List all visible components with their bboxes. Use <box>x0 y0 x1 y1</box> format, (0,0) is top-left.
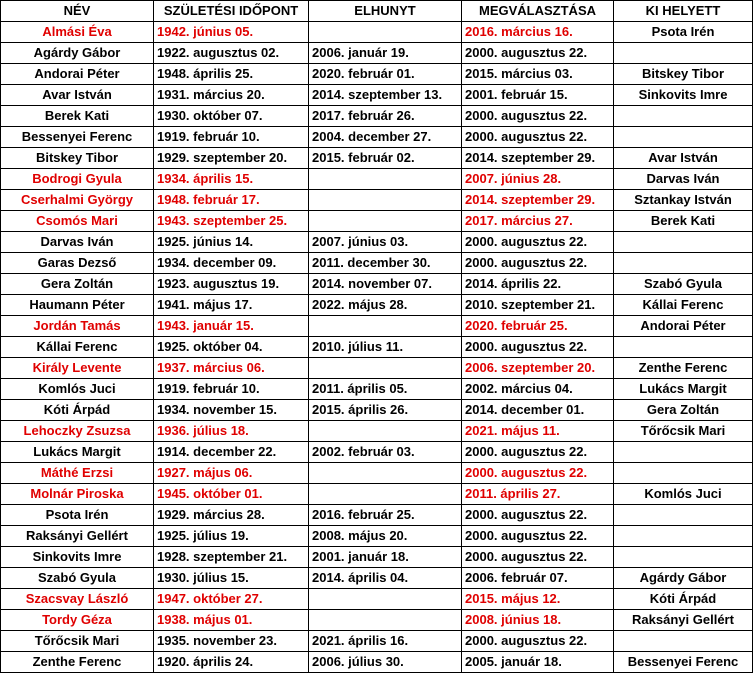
cell-elected[interactable]: 2002. március 04. <box>462 379 614 400</box>
cell-name[interactable]: Darvas Iván <box>1 232 154 253</box>
table-row <box>1 526 753 547</box>
cell-replaced[interactable]: Zenthe Ferenc <box>614 358 753 379</box>
cell-replaced[interactable]: Kóti Árpád <box>614 589 753 610</box>
table-row <box>1 232 753 253</box>
cell-replaced[interactable] <box>614 547 753 568</box>
cell-name[interactable]: Molnár Piroska <box>1 484 154 505</box>
cell-died[interactable] <box>309 169 462 190</box>
table-row <box>1 337 753 358</box>
cell-elected[interactable]: 2021. május 11. <box>462 421 614 442</box>
cell-born[interactable]: 1922. augusztus 02. <box>154 43 309 64</box>
cell-replaced[interactable]: Agárdy Gábor <box>614 568 753 589</box>
cell-died[interactable] <box>309 358 462 379</box>
cell-replaced[interactable] <box>614 127 753 148</box>
cell-born[interactable]: 1937. március 06. <box>154 358 309 379</box>
table-body <box>1 22 753 673</box>
cell-replaced[interactable] <box>614 43 753 64</box>
cell-died[interactable] <box>309 610 462 631</box>
cell-born[interactable]: 1934. november 15. <box>154 400 309 421</box>
cell-replaced[interactable]: Darvas Iván <box>614 169 753 190</box>
cell-elected[interactable]: 2005. január 18. <box>462 652 614 673</box>
cell-replaced[interactable]: Gera Zoltán <box>614 400 753 421</box>
cell-name[interactable]: Psota Irén <box>1 505 154 526</box>
cell-elected[interactable]: 2008. június 18. <box>462 610 614 631</box>
cell-elected[interactable]: 2000. augusztus 22. <box>462 337 614 358</box>
cell-born[interactable]: 1927. május 06. <box>154 463 309 484</box>
cell-born[interactable]: 1925. június 14. <box>154 232 309 253</box>
cell-name[interactable]: Avar István <box>1 85 154 106</box>
cell-born[interactable]: 1919. február 10. <box>154 379 309 400</box>
cell-died[interactable]: 2015. április 26. <box>309 400 462 421</box>
cell-elected[interactable]: 2020. február 25. <box>462 316 614 337</box>
table-row <box>1 631 753 652</box>
cell-replaced[interactable]: Szabó Gyula <box>614 274 753 295</box>
cell-died[interactable] <box>309 22 462 43</box>
table-row <box>1 358 753 379</box>
cell-name[interactable]: Szacsvay László <box>1 589 154 610</box>
cell-died[interactable]: 2014. április 04. <box>309 568 462 589</box>
cell-died[interactable]: 2021. április 16. <box>309 631 462 652</box>
cell-died[interactable]: 2008. május 20. <box>309 526 462 547</box>
cell-name[interactable]: Szabó Gyula <box>1 568 154 589</box>
cell-replaced[interactable]: Psota Irén <box>614 22 753 43</box>
table-row <box>1 295 753 316</box>
cell-elected[interactable]: 2000. augusztus 22. <box>462 442 614 463</box>
cell-elected[interactable]: 2000. augusztus 22. <box>462 631 614 652</box>
cell-name[interactable]: Haumann Péter <box>1 295 154 316</box>
cell-died[interactable]: 2006. január 19. <box>309 43 462 64</box>
cell-replaced[interactable] <box>614 337 753 358</box>
cell-replaced[interactable] <box>614 631 753 652</box>
cell-name[interactable]: Gera Zoltán <box>1 274 154 295</box>
cell-elected[interactable]: 2000. augusztus 22. <box>462 463 614 484</box>
cell-died[interactable] <box>309 421 462 442</box>
cell-died[interactable] <box>309 316 462 337</box>
cell-replaced[interactable]: Sztankay István <box>614 190 753 211</box>
cell-elected[interactable]: 2000. augusztus 22. <box>462 232 614 253</box>
cell-elected[interactable]: 2016. március 16. <box>462 22 614 43</box>
cell-replaced[interactable]: Kállai Ferenc <box>614 295 753 316</box>
cell-elected[interactable]: 2010. szeptember 21. <box>462 295 614 316</box>
table-row <box>1 463 753 484</box>
cell-born[interactable]: 1925. július 19. <box>154 526 309 547</box>
cell-born[interactable]: 1931. március 20. <box>154 85 309 106</box>
cell-died[interactable]: 2011. április 05. <box>309 379 462 400</box>
cell-born[interactable]: 1934. december 09. <box>154 253 309 274</box>
cell-elected[interactable]: 2000. augusztus 22. <box>462 127 614 148</box>
table-row <box>1 22 753 43</box>
cell-replaced[interactable]: Tőrőcsik Mari <box>614 421 753 442</box>
cell-born[interactable]: 1923. augusztus 19. <box>154 274 309 295</box>
header-replaced[interactable]: KI HELYETT <box>614 1 753 22</box>
cell-born[interactable]: 1948. április 25. <box>154 64 309 85</box>
cell-born[interactable]: 1943. szeptember 25. <box>154 211 309 232</box>
cell-born[interactable]: 1925. október 04. <box>154 337 309 358</box>
cell-born[interactable]: 1934. április 15. <box>154 169 309 190</box>
cell-name[interactable]: Bessenyei Ferenc <box>1 127 154 148</box>
cell-died[interactable]: 2014. november 07. <box>309 274 462 295</box>
cell-replaced[interactable] <box>614 505 753 526</box>
table-row <box>1 85 753 106</box>
cell-born[interactable]: 1936. július 18. <box>154 421 309 442</box>
cell-name[interactable]: Kállai Ferenc <box>1 337 154 358</box>
cell-died[interactable]: 2007. június 03. <box>309 232 462 253</box>
cell-died[interactable]: 2015. február 02. <box>309 148 462 169</box>
table-row <box>1 379 753 400</box>
cell-replaced[interactable]: Komlós Juci <box>614 484 753 505</box>
cell-replaced[interactable]: Avar István <box>614 148 753 169</box>
table-row <box>1 652 753 673</box>
cell-died[interactable]: 2002. február 03. <box>309 442 462 463</box>
cell-name[interactable]: Csomós Mari <box>1 211 154 232</box>
cell-replaced[interactable] <box>614 526 753 547</box>
table-row <box>1 127 753 148</box>
header-elected[interactable]: MEGVÁLASZTÁSA <box>462 1 614 22</box>
table-row <box>1 106 753 127</box>
cell-name[interactable]: Andorai Péter <box>1 64 154 85</box>
cell-replaced[interactable]: Andorai Péter <box>614 316 753 337</box>
cell-died[interactable] <box>309 211 462 232</box>
table-row <box>1 253 753 274</box>
cell-replaced[interactable]: Raksányi Gellért <box>614 610 753 631</box>
cell-died[interactable]: 2010. július 11. <box>309 337 462 358</box>
cell-died[interactable]: 2004. december 27. <box>309 127 462 148</box>
cell-born[interactable]: 1929. március 28. <box>154 505 309 526</box>
cell-replaced[interactable]: Sinkovits Imre <box>614 85 753 106</box>
table-row <box>1 547 753 568</box>
cell-died[interactable]: 2017. február 26. <box>309 106 462 127</box>
cell-elected[interactable]: 2000. augusztus 22. <box>462 253 614 274</box>
cell-replaced[interactable]: Berek Kati <box>614 211 753 232</box>
cell-elected[interactable]: 2000. augusztus 22. <box>462 505 614 526</box>
cell-replaced[interactable]: Bitskey Tibor <box>614 64 753 85</box>
cell-name[interactable]: Lehoczky Zsuzsa <box>1 421 154 442</box>
cell-elected[interactable]: 2000. augusztus 22. <box>462 526 614 547</box>
cell-name[interactable]: Berek Kati <box>1 106 154 127</box>
cell-elected[interactable]: 2015. március 03. <box>462 64 614 85</box>
cell-elected[interactable]: 2015. május 12. <box>462 589 614 610</box>
cell-elected[interactable]: 2017. március 27. <box>462 211 614 232</box>
cell-died[interactable] <box>309 190 462 211</box>
cell-born[interactable]: 1929. szeptember 20. <box>154 148 309 169</box>
cell-born[interactable]: 1914. december 22. <box>154 442 309 463</box>
cell-replaced[interactable] <box>614 253 753 274</box>
cell-elected[interactable]: 2001. február 15. <box>462 85 614 106</box>
table-row <box>1 316 753 337</box>
table-row <box>1 190 753 211</box>
cell-name[interactable]: Bodrogi Gyula <box>1 169 154 190</box>
cell-replaced[interactable] <box>614 463 753 484</box>
cell-name[interactable]: Jordán Tamás <box>1 316 154 337</box>
header-born[interactable]: SZÜLETÉSI IDŐPONT <box>154 1 309 22</box>
cell-replaced[interactable] <box>614 442 753 463</box>
cell-elected[interactable]: 2000. augusztus 22. <box>462 547 614 568</box>
cell-born[interactable]: 1935. november 23. <box>154 631 309 652</box>
cell-born[interactable]: 1928. szeptember 21. <box>154 547 309 568</box>
table-row <box>1 421 753 442</box>
cell-name[interactable]: Tordy Géza <box>1 610 154 631</box>
cell-elected[interactable]: 2014. szeptember 29. <box>462 148 614 169</box>
cell-born[interactable]: 1948. február 17. <box>154 190 309 211</box>
cell-died[interactable]: 2016. február 25. <box>309 505 462 526</box>
cell-born[interactable]: 1945. október 01. <box>154 484 309 505</box>
cell-died[interactable]: 2006. július 30. <box>309 652 462 673</box>
cell-name[interactable]: Garas Dezső <box>1 253 154 274</box>
cell-elected[interactable]: 2014. december 01. <box>462 400 614 421</box>
cell-name[interactable]: Király Levente <box>1 358 154 379</box>
cell-elected[interactable]: 2000. augusztus 22. <box>462 43 614 64</box>
cell-elected[interactable]: 2014. április 22. <box>462 274 614 295</box>
cell-died[interactable]: 2022. május 28. <box>309 295 462 316</box>
cell-elected[interactable]: 2007. június 28. <box>462 169 614 190</box>
header-row <box>1 1 753 22</box>
cell-replaced[interactable]: Lukács Margit <box>614 379 753 400</box>
cell-name[interactable]: Tőrőcsik Mari <box>1 631 154 652</box>
cell-elected[interactable]: 2006. szeptember 20. <box>462 358 614 379</box>
cell-name[interactable]: Lukács Margit <box>1 442 154 463</box>
cell-born[interactable]: 1947. október 27. <box>154 589 309 610</box>
cell-born[interactable]: 1943. január 15. <box>154 316 309 337</box>
cell-born[interactable]: 1920. április 24. <box>154 652 309 673</box>
cell-elected[interactable]: 2000. augusztus 22. <box>462 106 614 127</box>
cell-name[interactable]: Raksányi Gellért <box>1 526 154 547</box>
cell-born[interactable]: 1941. május 17. <box>154 295 309 316</box>
cell-died[interactable]: 2011. december 30. <box>309 253 462 274</box>
cell-replaced[interactable] <box>614 106 753 127</box>
table-row <box>1 211 753 232</box>
cell-name[interactable]: Kóti Árpád <box>1 400 154 421</box>
table-row <box>1 274 753 295</box>
table-row <box>1 169 753 190</box>
cell-died[interactable] <box>309 484 462 505</box>
table-row <box>1 148 753 169</box>
table-row <box>1 64 753 85</box>
table-row <box>1 484 753 505</box>
cell-replaced[interactable]: Bessenyei Ferenc <box>614 652 753 673</box>
cell-replaced[interactable] <box>614 232 753 253</box>
cell-born[interactable]: 1930. október 07. <box>154 106 309 127</box>
table-row <box>1 568 753 589</box>
cell-born[interactable]: 1919. február 10. <box>154 127 309 148</box>
cell-died[interactable]: 2020. február 01. <box>309 64 462 85</box>
cell-elected[interactable]: 2011. április 27. <box>462 484 614 505</box>
cell-born[interactable]: 1938. május 01. <box>154 610 309 631</box>
cell-elected[interactable]: 2006. február 07. <box>462 568 614 589</box>
cell-died[interactable]: 2001. január 18. <box>309 547 462 568</box>
table-row <box>1 43 753 64</box>
cell-name[interactable]: Cserhalmi György <box>1 190 154 211</box>
cell-name[interactable]: Máthé Erzsi <box>1 463 154 484</box>
table-row <box>1 442 753 463</box>
cell-died[interactable]: 2014. szeptember 13. <box>309 85 462 106</box>
cell-elected[interactable]: 2014. szeptember 29. <box>462 190 614 211</box>
cell-died[interactable] <box>309 463 462 484</box>
cell-born[interactable]: 1942. június 05. <box>154 22 309 43</box>
cell-died[interactable] <box>309 589 462 610</box>
table-row <box>1 610 753 631</box>
cell-born[interactable]: 1930. július 15. <box>154 568 309 589</box>
table-row <box>1 505 753 526</box>
cell-name[interactable]: Agárdy Gábor <box>1 43 154 64</box>
cell-name[interactable]: Bitskey Tibor <box>1 148 154 169</box>
cell-name[interactable]: Sinkovits Imre <box>1 547 154 568</box>
table-row <box>1 400 753 421</box>
cell-name[interactable]: Komlós Juci <box>1 379 154 400</box>
cell-name[interactable]: Zenthe Ferenc <box>1 652 154 673</box>
header-died[interactable]: ELHUNYT <box>309 1 462 22</box>
cell-name[interactable]: Almási Éva <box>1 22 154 43</box>
table-row <box>1 589 753 610</box>
header-name[interactable]: NÉV <box>1 1 154 22</box>
